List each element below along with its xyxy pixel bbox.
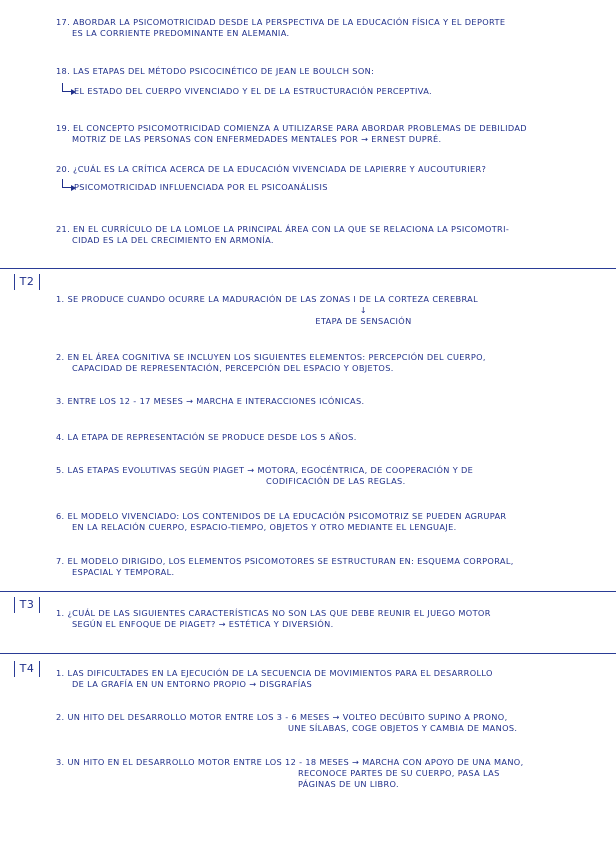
t2-question-5 [56, 465, 581, 487]
t2-question-6-line-1: 6. EL MODELO VIVENCIADO: LOS CONTENIDOS DE LA EDUCACIÓN PSICOMOTRIZ SE PUEDEN AGRUPAR [56, 511, 507, 521]
question-18-line-1: 18. LAS ETAPAS DEL MÉTODO PSICOCINÉTICO DE JEAN LE BOULCH SON: [56, 66, 375, 76]
section-divider [0, 653, 616, 654]
section-divider [0, 268, 616, 269]
section-tag-t2: T2 [14, 274, 40, 290]
t2-question-6-line-2: EN LA RELACIÓN CUERPO, ESPACIO-TIEMPO, OBJETOS Y OTRO MEDIANTE EL LENGUAJE. [72, 522, 457, 532]
t4-question-3 [56, 757, 581, 790]
t2-question-5-line-2: CODIFICACIÓN DE LAS REGLAS. [266, 476, 406, 486]
t2-question-2 [56, 352, 581, 374]
question-20-answer [56, 182, 581, 193]
t3-question-1 [56, 608, 581, 630]
t4-question-3-line-3: PÁGINAS DE UN LIBRO. [298, 779, 399, 789]
t2-question-3 [56, 396, 581, 407]
t2-question-2-line-2: CAPACIDAD DE REPRESENTACIÓN, PERCEPCIÓN DEL ESPACIO Y OBJETOS. [72, 363, 394, 373]
t4-question-2-line-2: UNE SÍLABAS, COGE OBJETOS Y CAMBIA DE MANOS. [288, 723, 518, 733]
section-divider [0, 591, 616, 592]
section-tag-t3: T3 [14, 597, 40, 613]
question-21-line-1: 21. EN EL CURRÍCULO DE LA LOMLOE LA PRINCIPAL ÁREA CON LA QUE SE RELACIONA LA PSICOMOTRI- [56, 224, 510, 234]
down-arrow-icon: ↓ [359, 305, 368, 315]
question-18 [56, 66, 581, 97]
hook-arrow-icon [62, 83, 72, 92]
question-19-line-2: MOTRIZ DE LAS PERSONAS CON ENFERMEDADES MENTALES POR → ERNEST DUPRÉ. [72, 134, 442, 144]
t3-question-1-line-1: 1. ¿CUÁL DE LAS SIGUIENTES CARACTERÍSTICAS NO SON LAS QUE DEBE REUNIR EL JUEGO MOTOR [56, 608, 491, 618]
question-20 [56, 164, 581, 193]
question-19-line-1: 19. EL CONCEPTO PSICOMOTRICIDAD COMIENZA A UTILIZARSE PARA ABORDAR PROBLEMAS DE DEBILIDAD [56, 123, 527, 133]
question-17 [56, 17, 581, 39]
question-17-line-1: 17. ABORDAR LA PSICOMOTRICIDAD DESDE LA PERSPECTIVA DE LA EDUCACIÓN FÍSICA Y EL DEPORTE [56, 17, 506, 27]
question-21 [56, 224, 581, 246]
t3-question-1-line-2: SEGÚN EL ENFOQUE DE PIAGET? → ESTÉTICA Y DIVERSIÓN. [72, 619, 334, 629]
t4-question-3-line-1: 3. UN HITO EN EL DESARROLLO MOTOR ENTRE LOS 12 - 18 MESES → MARCHA CON APOYO DE UNA MANO, [56, 757, 524, 767]
question-17-line-2: ES LA CORRIENTE PREDOMINANTE EN ALEMANIA. [72, 28, 290, 38]
question-18-answer [56, 86, 581, 97]
hook-arrow-icon [62, 179, 72, 188]
t2-question-1-sub: ETAPA DE SENSACIÓN [315, 316, 412, 326]
t4-question-3-line-2: RECONOCE PARTES DE SU CUERPO, PASA LAS [298, 768, 500, 778]
t2-question-5-line-1: 5. LAS ETAPAS EVOLUTIVAS SEGÚN PIAGET → MOTORA, EGOCÉNTRICA, DE COOPERACIÓN Y DE [56, 465, 474, 475]
t2-question-7-line-1: 7. EL MODELO DIRIGIDO, LOS ELEMENTOS PSICOMOTORES SE ESTRUCTURAN EN: ESQUEMA CORPORAL, [56, 556, 514, 566]
t2-question-4-line-1: 4. LA ETAPA DE REPRESENTACIÓN SE PRODUCE DESDE LOS 5 AÑOS. [56, 432, 357, 442]
section-tag-t4: T4 [14, 661, 40, 677]
t2-question-6 [56, 511, 581, 533]
t2-question-1 [56, 294, 581, 327]
question-19 [56, 123, 581, 145]
t2-question-7 [56, 556, 581, 578]
t4-question-1-line-1: 1. LAS DIFICULTADES EN LA EJECUCIÓN DE LA SECUENCIA DE MOVIMIENTOS PARA EL DESARROLLO [56, 668, 493, 678]
t2-question-2-line-1: 2. EN EL ÁREA COGNITIVA SE INCLUYEN LOS SIGUIENTES ELEMENTOS: PERCEPCIÓN DEL CUERPO, [56, 352, 486, 362]
t2-question-3-line-1: 3. ENTRE LOS 12 - 17 MESES → MARCHA E INTERACCIONES ICÓNICAS. [56, 396, 365, 406]
question-20-line-1: 20. ¿CUÁL ES LA CRÍTICA ACERCA DE LA EDUCACIÓN VIVENCIADA DE LAPIERRE Y AUCOUTURIER? [56, 164, 487, 174]
question-18-answer-text: EL ESTADO DEL CUERPO VIVENCIADO Y EL DE LA ESTRUCTURACIÓN PERCEPTIVA. [74, 86, 432, 96]
question-21-line-2: CIDAD ES LA DEL CRECIMIENTO EN ARMONÍA. [72, 235, 274, 245]
t4-question-2-line-1: 2. UN HITO DEL DESARROLLO MOTOR ENTRE LOS 3 - 6 MESES → VOLTEO DECÚBITO SUPINO A PRONO, [56, 712, 508, 722]
t4-question-1-line-2: DE LA GRAFÍA EN UN ENTORNO PROPIO → DISGRAFÍAS [72, 679, 313, 689]
t2-question-1-line-1: 1. SE PRODUCE CUANDO OCURRE LA MADURACIÓN DE LAS ZONAS I DE LA CORTEZA CEREBRAL [56, 294, 479, 304]
question-20-answer-text: PSICOMOTRICIDAD INFLUENCIADA POR EL PSICOANÁLISIS [74, 182, 328, 192]
t2-question-7-line-2: ESPACIAL Y TEMPORAL. [72, 567, 175, 577]
t4-question-1 [56, 668, 581, 690]
t2-question-4 [56, 432, 581, 443]
t4-question-2 [56, 712, 581, 734]
